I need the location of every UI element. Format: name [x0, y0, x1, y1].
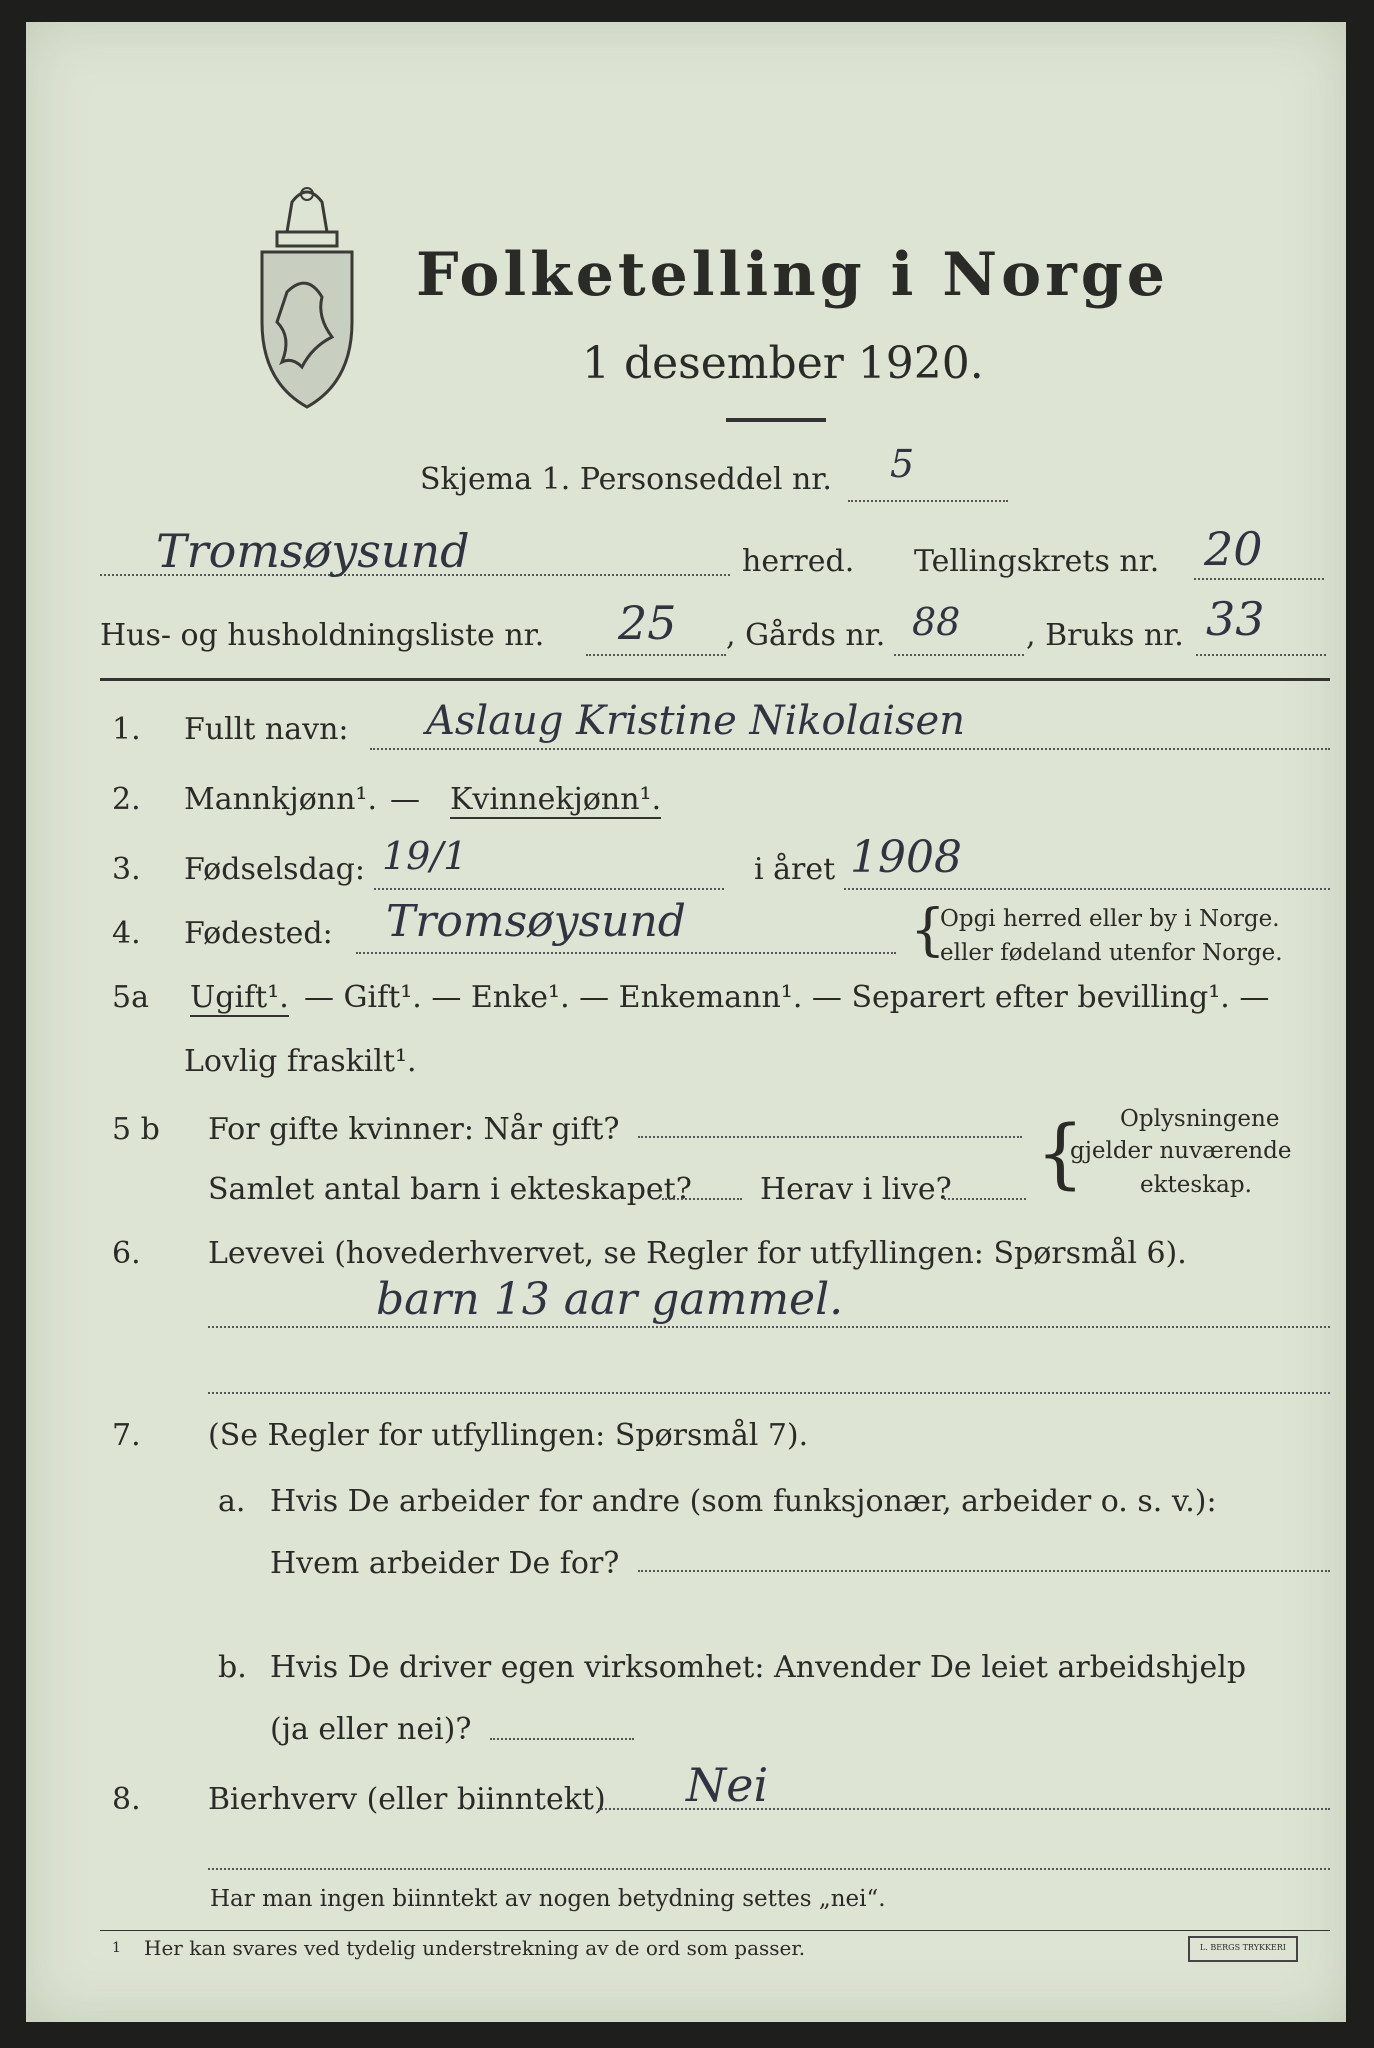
hus-field-line [586, 654, 726, 656]
census-date: 1 desember 1920. [582, 338, 984, 389]
q7b-letter: b. [218, 1650, 247, 1685]
q5b-married-field-line [638, 1136, 1022, 1138]
q3-number: 3. [112, 852, 141, 887]
q7b-label: Hvis De driver egen virksomhet: Anvender De leiet arbeidshjelp [270, 1650, 1247, 1685]
q4-note-brace: { [910, 898, 946, 963]
herred-value: Tromsøysund [156, 524, 470, 578]
q5a-divorced-option: Lovlig fraskilt¹. [184, 1044, 417, 1079]
footnote-text: Her kan svares ved tydelig understrekning av de ord som passer. [144, 1936, 806, 1960]
birth-year-value: 1908 [850, 832, 962, 883]
q5b-note-line2: gjelder nuværende [1070, 1138, 1292, 1164]
q5b-number: 5 b [112, 1112, 160, 1147]
footnote-divider [100, 1930, 1330, 1931]
q2-female-option-underlined: Kvinnekjønn¹. [450, 782, 662, 817]
secondary-income-value: Nei [686, 1758, 769, 1812]
footnote-number: 1 [112, 1940, 121, 1956]
q3-year-field-line [844, 888, 1330, 890]
q6-label: Levevei (hovederhvervet, se Regler for utfyllingen: Spørsmål 6). [208, 1236, 1187, 1271]
q4-number: 4. [112, 916, 141, 951]
q3-year-label: i året [754, 852, 836, 887]
q5a-unmarried-underlined: Ugift¹. [190, 980, 289, 1015]
q7a-letter: a. [218, 1484, 246, 1519]
birth-day-value: 19/1 [382, 834, 468, 878]
q7-number: 7. [112, 1418, 141, 1453]
bruks-field-line [1196, 654, 1326, 656]
q5b-note-line1: Oplysningene [1120, 1106, 1280, 1132]
q5b-note-line3: ekteskap. [1140, 1172, 1252, 1198]
personseddel-value: 5 [890, 442, 915, 486]
q5b-label: For gifte kvinner: Når gift? [208, 1112, 620, 1147]
tellingskrets-value: 20 [1204, 522, 1263, 576]
tellingskrets-field-line [1194, 578, 1324, 580]
full-name-value: Aslaug Kristine Nikolaisen [426, 698, 965, 744]
title-divider [726, 418, 826, 422]
q5b-note-brace: { [1036, 1108, 1085, 1197]
q4-label: Fødested: [184, 916, 333, 951]
q5a-other-options: — Gift¹. — Enke¹. — Enkemann¹. — Separert efter bevilling¹. — [304, 980, 1270, 1015]
gards-label: , Gårds nr. [726, 618, 886, 653]
q8-field-line-2 [208, 1868, 1330, 1870]
q4-note-line2: eller fødeland utenfor Norge. [940, 940, 1283, 966]
q6-field-line-2 [208, 1392, 1330, 1394]
q7-label: (Se Regler for utfyllingen: Spørsmål 7). [208, 1418, 809, 1453]
no-income-note: Har man ingen biinntekt av nogen betydning settes „nei“. [210, 1886, 886, 1912]
q4-note-line1: Opgi herred eller by i Norge. [940, 906, 1280, 932]
q2-dash: — [390, 782, 420, 817]
q8-label: Bierhverv (eller biinntekt) [208, 1782, 606, 1817]
q4-field-line [356, 952, 896, 954]
q5b-alive-field-line [944, 1198, 1026, 1200]
bruks-label: , Bruks nr. [1026, 618, 1184, 653]
q1-label: Fullt navn: [184, 712, 349, 747]
hus-value: 25 [618, 596, 677, 650]
q5b-children-field-line [662, 1198, 742, 1200]
hus-label: Hus- og husholdningsliste nr. [100, 618, 545, 653]
gards-field-line [894, 654, 1024, 656]
bruks-value: 33 [1206, 592, 1265, 646]
printer-stamp: L. BERGS TRYKKERI [1188, 1936, 1298, 1962]
personseddel-field-line [848, 500, 1008, 502]
header-divider [100, 678, 1330, 681]
skjema-label: Skjema 1. Personseddel nr. [420, 462, 832, 497]
q6-number: 6. [112, 1236, 141, 1271]
norway-coat-of-arms-icon [252, 182, 362, 412]
q3-day-field-line [374, 888, 724, 890]
q7b-yes-no-label: (ja eller nei)? [270, 1712, 472, 1747]
census-form-page [26, 22, 1346, 2022]
q1-number: 1. [112, 712, 141, 747]
q5b-children-label: Samlet antal barn i ekteskapet? [208, 1172, 692, 1207]
q5b-alive-label: Herav i live? [760, 1172, 952, 1207]
birthplace-value: Tromsøysund [386, 896, 686, 947]
q7a-employer-label: Hvem arbeider De for? [270, 1546, 620, 1581]
q1-field-line [370, 748, 1330, 750]
q2-male-option: Mannkjønn¹. [184, 782, 377, 817]
occupation-value: barn 13 aar gammel. [376, 1274, 844, 1325]
q2-number: 2. [112, 782, 141, 817]
q7a-label: Hvis De arbeider for andre (som funksjonær, arbeider o. s. v.): [270, 1484, 1217, 1519]
herred-label: herred. [742, 544, 855, 579]
tellingskrets-label: Tellingskrets nr. [914, 544, 1160, 579]
form-title: Folketelling i Norge [416, 240, 1169, 310]
q7b-field-line [490, 1738, 634, 1740]
gards-value: 88 [912, 600, 961, 644]
q7a-field-line [638, 1570, 1330, 1572]
q6-field-line-1 [208, 1326, 1330, 1328]
q8-number: 8. [112, 1782, 141, 1817]
q3-label: Fødselsdag: [184, 852, 365, 887]
q5a-number: 5a [112, 980, 149, 1015]
